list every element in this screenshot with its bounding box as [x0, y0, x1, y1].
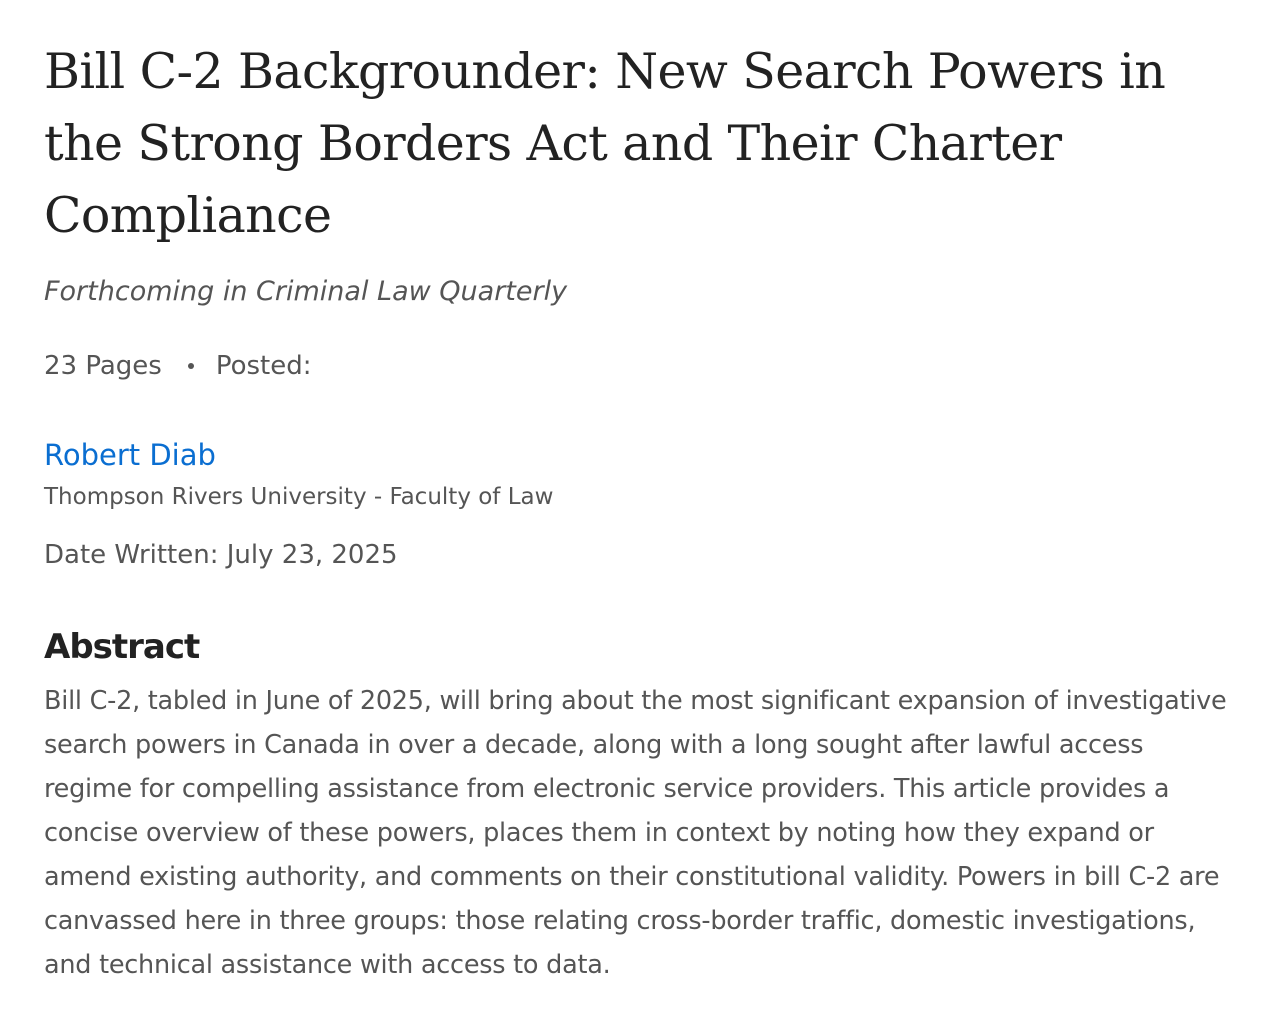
date-written: Date Written: July 23, 2025 [44, 540, 398, 570]
paper-meta [44, 348, 1234, 384]
author-affiliation: Thompson Rivers University - Faculty of Law [44, 484, 554, 510]
paper-page [44, 36, 1234, 987]
page-count: 23 Pages [44, 351, 162, 381]
paper-title: Bill C-2 Backgrounder: New Search Powers in the Strong Borders Act and Their Charter Compliance [44, 43, 1166, 244]
abstract-text: Bill C-2, tabled in June of 2025, will bring about the most significant expansion of investigative search powers in Canada in over a decade, along with a long sought after lawful access regime for compelling assistance from electronic service providers. This article provides a concise overview of these powers, places them in context by noting how they expand or amend existing authority, and comments on their constitutional validity. Powers in bill C-2 are canvassed here in three groups: those relating cross-border traffic, domestic investigations, and technical assistance with access to data. [44, 686, 1227, 980]
author-link[interactable]: Robert Diab [44, 438, 216, 472]
journal-citation: Forthcoming in Criminal Law Quarterly [44, 276, 568, 307]
bullet-separator-icon [188, 363, 194, 369]
abstract-heading: Abstract [44, 627, 200, 667]
posted-label: Posted: [215, 351, 312, 381]
